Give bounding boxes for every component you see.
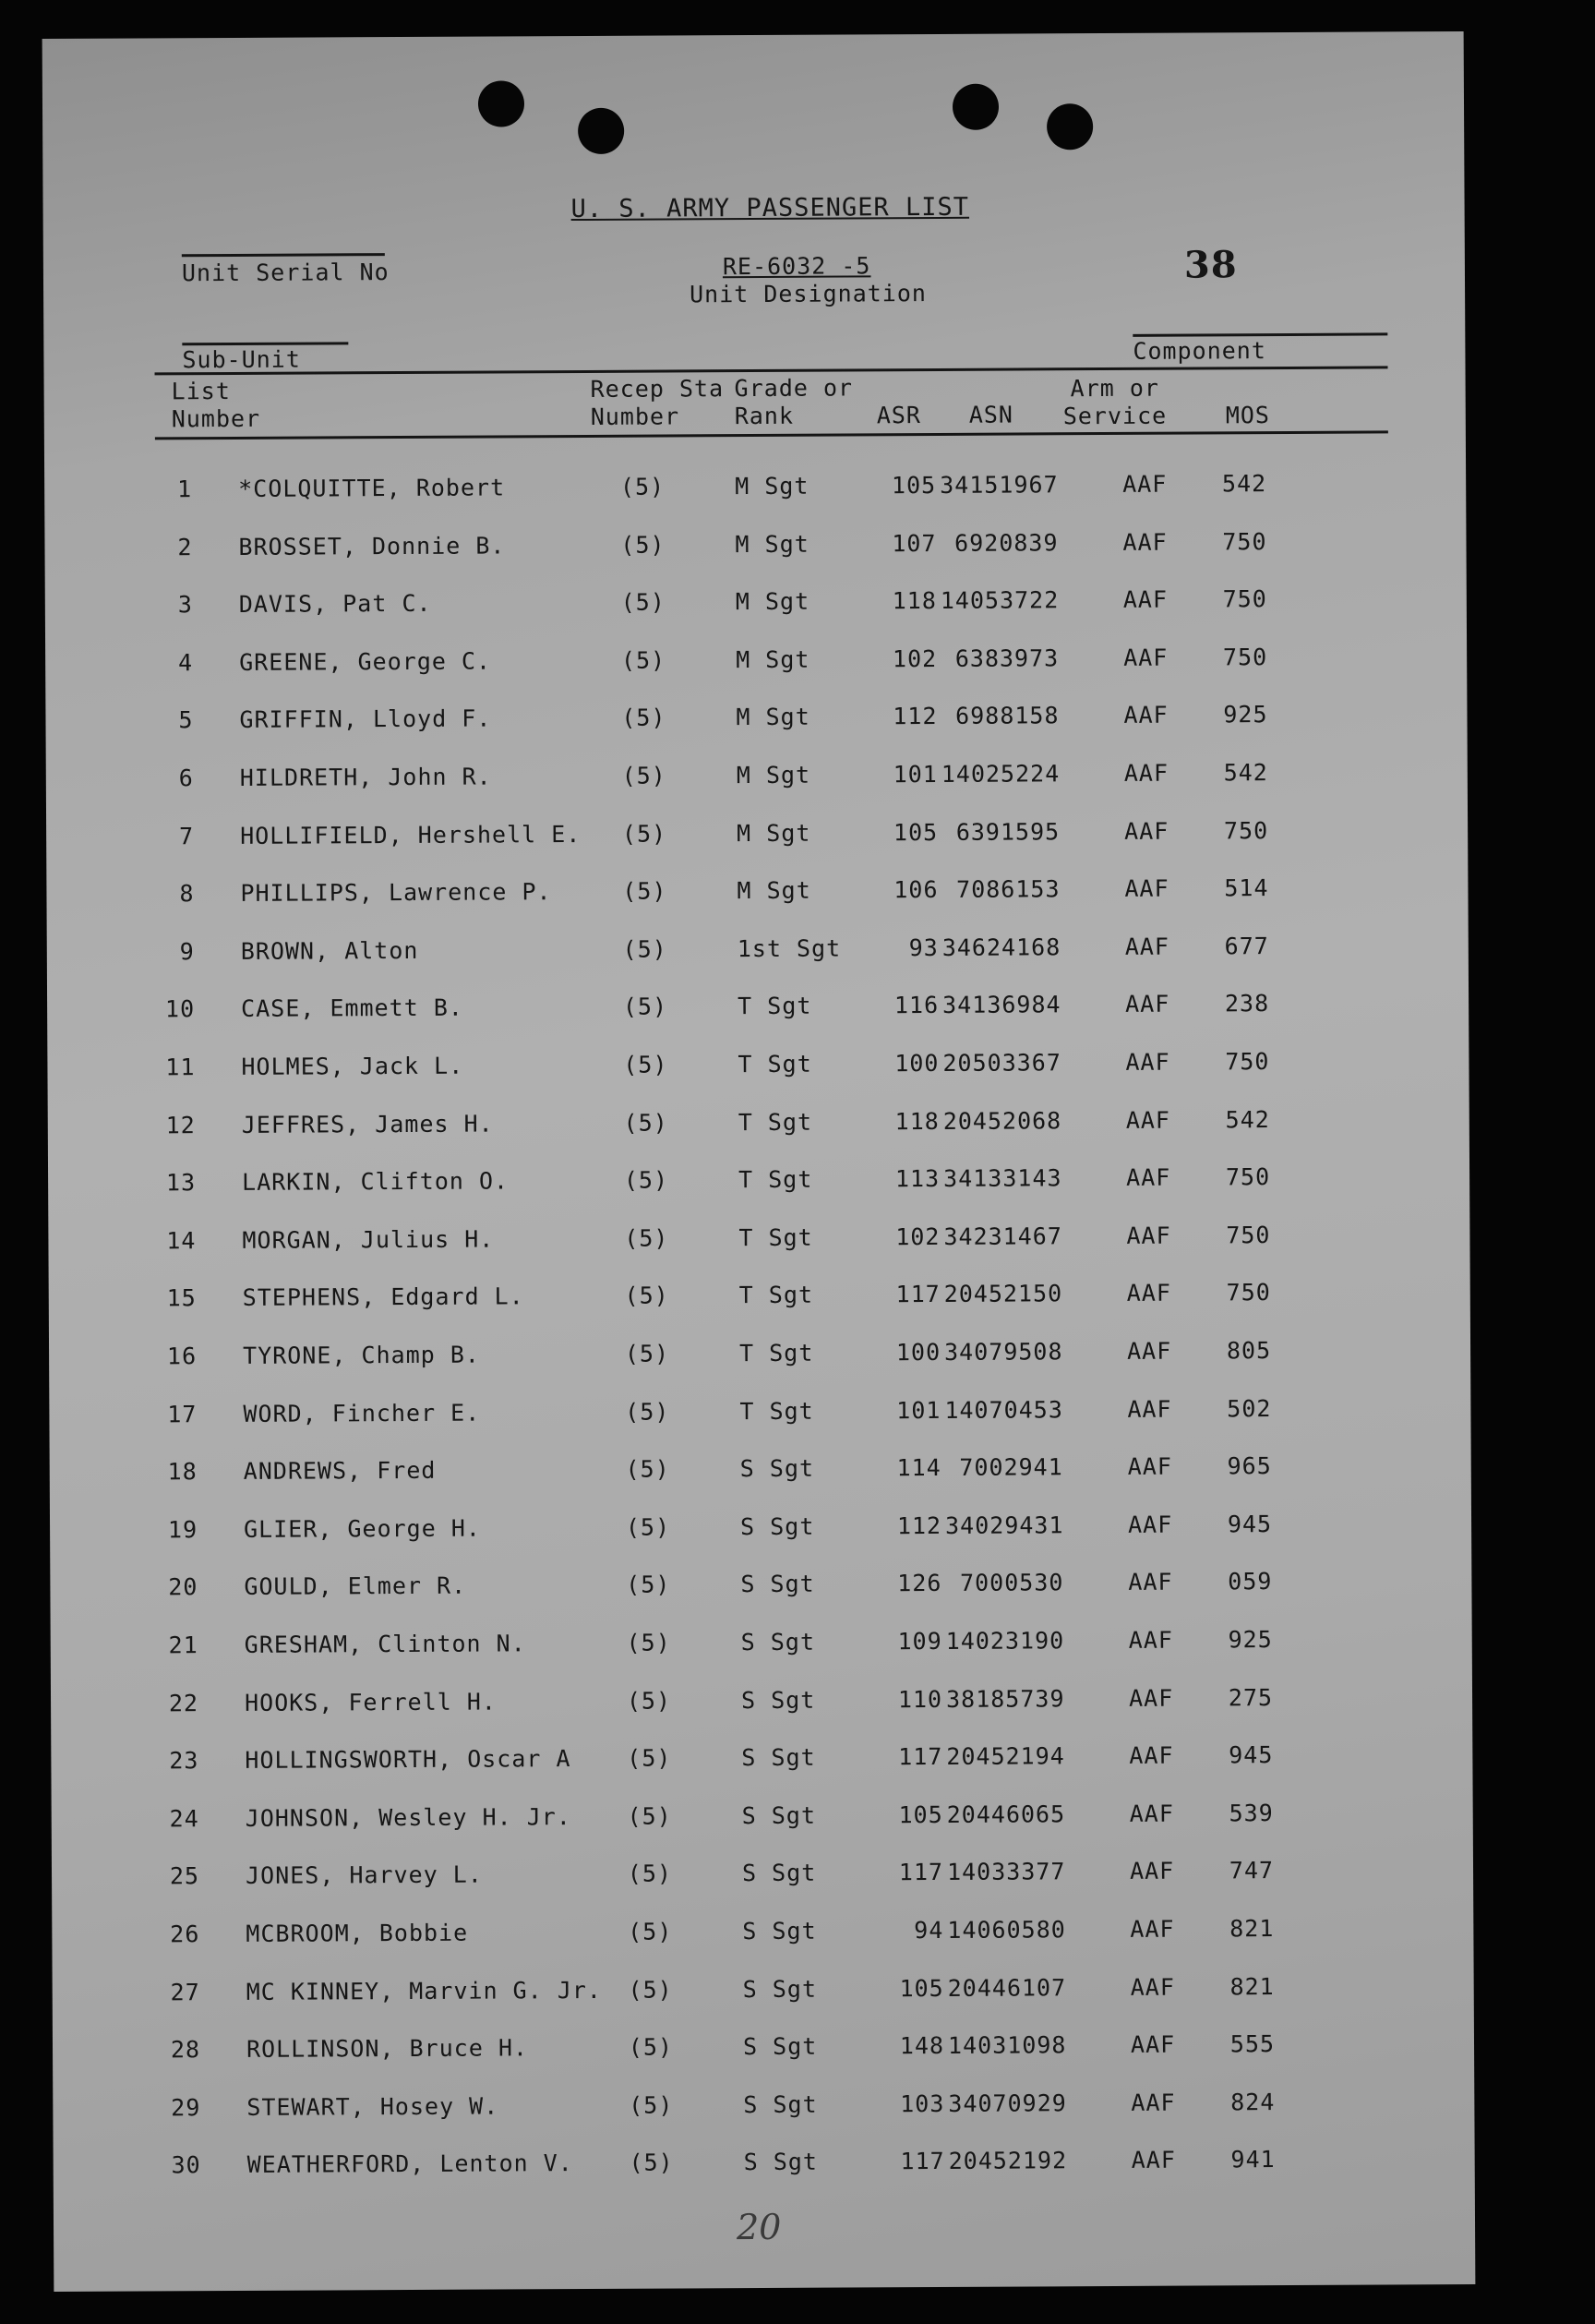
cell-num: 5 bbox=[178, 706, 194, 734]
cell-arm: AAF bbox=[1126, 1163, 1171, 1192]
cell-arm: AAF bbox=[1127, 1337, 1172, 1365]
cell-name: GREENE, George C. bbox=[239, 647, 492, 676]
cell-asr: 100 bbox=[895, 1338, 941, 1367]
cell-recep: (5) bbox=[627, 1744, 672, 1772]
cell-num: 13 bbox=[165, 1169, 197, 1197]
cell-grade: T Sgt bbox=[738, 1050, 812, 1078]
cell-mos: 542 bbox=[1225, 1105, 1270, 1133]
cell-arm: AAF bbox=[1127, 1452, 1172, 1481]
cell-grade: T Sgt bbox=[739, 1397, 814, 1425]
cell-mos: 750 bbox=[1225, 1163, 1271, 1191]
cell-asr: 110 bbox=[897, 1685, 943, 1713]
cell-num: 3 bbox=[177, 591, 193, 619]
cell-name: LARKIN, Clifton O. bbox=[242, 1167, 510, 1197]
cell-asr: 112 bbox=[896, 1511, 942, 1540]
cell-grade: S Sgt bbox=[742, 1917, 817, 1945]
cell-name: HOLMES, Jack L. bbox=[241, 1052, 464, 1080]
cell-num: 1 bbox=[177, 476, 193, 503]
cell-mos: 750 bbox=[1222, 527, 1267, 555]
cell-grade: S Sgt bbox=[740, 1571, 815, 1598]
cell-recep: (5) bbox=[625, 1455, 670, 1483]
cell-mos: 555 bbox=[1229, 2030, 1276, 2058]
cell-arm: AAF bbox=[1123, 644, 1169, 671]
cell-name: GRESHAM, Clinton N. bbox=[244, 1630, 526, 1658]
cell-asn: 34029431 bbox=[944, 1511, 1064, 1539]
cell-mos: 805 bbox=[1226, 1337, 1272, 1365]
col-grade-l2: Rank bbox=[734, 402, 795, 430]
cell-asr: 103 bbox=[900, 2089, 945, 2118]
cell-num: 20 bbox=[168, 1573, 198, 1601]
cell-name: ANDREWS, Fred bbox=[243, 1457, 437, 1486]
cell-grade: M Sgt bbox=[736, 761, 811, 789]
cell-recep: (5) bbox=[625, 1398, 670, 1426]
cell-name: JOHNSON, Wesley H. Jr. bbox=[245, 1802, 571, 1832]
cell-asn: 20452192 bbox=[948, 2147, 1068, 2175]
cell-mos: 941 bbox=[1230, 2146, 1276, 2173]
cell-name: STEPHENS, Edgard L. bbox=[242, 1282, 524, 1312]
cell-arm: AAF bbox=[1128, 1626, 1173, 1654]
cell-asr: 102 bbox=[895, 1222, 941, 1251]
cell-asn: 7002941 bbox=[959, 1453, 1063, 1482]
cell-asr: 105 bbox=[898, 1800, 943, 1829]
cell-name: JEFFRES, James H. bbox=[241, 1110, 494, 1138]
cell-grade: M Sgt bbox=[736, 645, 810, 673]
cell-asr: 94 bbox=[914, 1916, 944, 1945]
cell-num: 15 bbox=[166, 1284, 197, 1312]
cell-asr: 117 bbox=[898, 1743, 943, 1771]
cell-asn: 14033377 bbox=[946, 1858, 1066, 1886]
cell-num: 10 bbox=[164, 995, 196, 1023]
cell-arm: AAF bbox=[1123, 759, 1169, 787]
cell-recep: (5) bbox=[620, 588, 666, 616]
cell-mos: 542 bbox=[1223, 759, 1268, 787]
cell-num: 19 bbox=[167, 1515, 198, 1544]
header-top-rule bbox=[155, 366, 1388, 375]
binder-hole-1 bbox=[478, 80, 524, 126]
cell-arm: AAF bbox=[1127, 1511, 1173, 1538]
cell-grade: S Sgt bbox=[740, 1686, 816, 1714]
cell-mos: 750 bbox=[1226, 1221, 1271, 1249]
cell-mos: 945 bbox=[1227, 1510, 1273, 1538]
cell-asn: 34133143 bbox=[943, 1164, 1062, 1193]
cell-name: GRIFFIN, Lloyd F. bbox=[239, 704, 492, 734]
cell-grade: T Sgt bbox=[738, 1282, 814, 1309]
cell-asr: 107 bbox=[892, 529, 937, 557]
cell-mos: 750 bbox=[1222, 585, 1267, 613]
cell-mos: 824 bbox=[1230, 2088, 1276, 2116]
cell-asn: 6383973 bbox=[954, 644, 1060, 672]
cell-num: 30 bbox=[171, 2151, 201, 2179]
unit-serial-label: Unit Serial No bbox=[181, 259, 390, 287]
cell-asr: 118 bbox=[894, 1107, 940, 1135]
cell-asn: 14031098 bbox=[947, 2031, 1067, 2060]
cell-num: 11 bbox=[165, 1054, 196, 1081]
cell-asr: 114 bbox=[896, 1454, 941, 1482]
cell-recep: (5) bbox=[627, 1860, 673, 1888]
cell-num: 29 bbox=[171, 2093, 201, 2122]
cell-arm: AAF bbox=[1131, 2147, 1176, 2174]
cell-name: WORD, Fincher E. bbox=[243, 1399, 481, 1427]
cell-asn: 14053722 bbox=[940, 586, 1060, 615]
cell-num: 27 bbox=[170, 1978, 200, 2005]
cell-grade: S Sgt bbox=[741, 1860, 817, 1887]
cell-recep: (5) bbox=[626, 1629, 671, 1656]
cell-asr: 117 bbox=[898, 1859, 944, 1886]
cell-asr: 118 bbox=[892, 587, 937, 615]
cell-recep: (5) bbox=[626, 1687, 672, 1715]
cell-recep: (5) bbox=[629, 2091, 674, 2119]
cell-name: BROWN, Alton bbox=[240, 936, 419, 965]
cell-grade: S Sgt bbox=[740, 1628, 816, 1656]
cell-grade: S Sgt bbox=[741, 1801, 817, 1829]
col-list-number-l1: List bbox=[171, 377, 231, 405]
cell-arm: AAF bbox=[1124, 933, 1170, 960]
cell-asr: 101 bbox=[893, 760, 938, 789]
cell-name: HOLLIFIELD, Hershell E. bbox=[240, 820, 582, 849]
col-grade-l1: Grade or bbox=[734, 374, 854, 403]
cell-num: 23 bbox=[169, 1747, 199, 1775]
cell-mos: 750 bbox=[1226, 1279, 1271, 1306]
cell-mos: 750 bbox=[1223, 816, 1269, 844]
cell-arm: AAF bbox=[1127, 1395, 1172, 1423]
cell-recep: (5) bbox=[624, 1224, 669, 1252]
cell-grade: S Sgt bbox=[742, 2032, 818, 2061]
cell-mos: 747 bbox=[1229, 1857, 1275, 1884]
cell-name: HILDRETH, John R. bbox=[239, 763, 492, 791]
cell-name: JONES, Harvey L. bbox=[245, 1860, 483, 1890]
cell-num: 9 bbox=[179, 937, 195, 966]
cell-mos: 502 bbox=[1227, 1394, 1272, 1422]
cell-recep: (5) bbox=[624, 1282, 669, 1310]
cell-asr: 109 bbox=[897, 1627, 942, 1656]
cell-asr: 106 bbox=[893, 876, 939, 904]
cell-name: HOLLINGSWORTH, Oscar A bbox=[245, 1745, 571, 1775]
cell-num: 14 bbox=[166, 1226, 197, 1255]
col-asr: ASR bbox=[876, 402, 922, 429]
cell-grade: T Sgt bbox=[738, 993, 812, 1020]
cell-name: MORGAN, Julius H. bbox=[242, 1225, 495, 1254]
cell-num: 8 bbox=[179, 880, 195, 908]
cell-asr: 93 bbox=[908, 933, 939, 961]
cell-mos: 677 bbox=[1224, 932, 1269, 960]
cell-recep: (5) bbox=[619, 473, 666, 500]
cell-asn: 34231467 bbox=[943, 1222, 1062, 1250]
cell-mos: 275 bbox=[1228, 1683, 1274, 1711]
cell-arm: AAF bbox=[1129, 1800, 1174, 1827]
cell-num: 28 bbox=[170, 2036, 201, 2064]
cell-num: 16 bbox=[166, 1343, 198, 1370]
cell-asn: 34624168 bbox=[941, 933, 1061, 961]
cell-num: 17 bbox=[167, 1400, 198, 1427]
cell-recep: (5) bbox=[628, 1976, 673, 2004]
cell-num: 24 bbox=[169, 1804, 199, 1833]
cell-num: 26 bbox=[170, 1921, 200, 1948]
cell-asn: 7000530 bbox=[959, 1569, 1064, 1597]
cell-arm: AAF bbox=[1126, 1280, 1171, 1307]
cell-name: WEATHERFORD, Lenton V. bbox=[246, 2149, 573, 2179]
cell-mos: 750 bbox=[1222, 643, 1268, 671]
cell-mos: 925 bbox=[1223, 701, 1268, 729]
cell-mos: 059 bbox=[1228, 1568, 1273, 1595]
cell-name: HOOKS, Ferrell H. bbox=[244, 1688, 498, 1716]
cell-mos: 821 bbox=[1229, 1972, 1275, 2000]
cell-grade: M Sgt bbox=[737, 819, 811, 847]
cell-asn: 34151967 bbox=[940, 471, 1059, 499]
cell-asn: 14070453 bbox=[944, 1395, 1063, 1424]
cell-grade: S Sgt bbox=[742, 1975, 818, 2003]
cell-name: ROLLINSON, Bruce H. bbox=[246, 2034, 529, 2064]
cell-asn: 34136984 bbox=[942, 991, 1061, 1019]
cell-grade: T Sgt bbox=[738, 1165, 813, 1194]
cell-grade: M Sgt bbox=[735, 530, 809, 558]
cell-name: TYRONE, Champ B. bbox=[243, 1341, 480, 1369]
cell-arm: AAF bbox=[1130, 1973, 1175, 2001]
cell-asr: 105 bbox=[899, 1974, 944, 2002]
cell-arm: AAF bbox=[1126, 1222, 1171, 1249]
unit-designation-label: Unit Designation bbox=[690, 280, 927, 308]
cell-asr: 100 bbox=[894, 1049, 940, 1078]
cell-num: 4 bbox=[178, 648, 194, 677]
cell-mos: 539 bbox=[1229, 1799, 1274, 1827]
col-list-number-l2: Number bbox=[171, 404, 261, 433]
cell-recep: (5) bbox=[623, 1109, 668, 1137]
cell-asr: 116 bbox=[893, 992, 940, 1019]
cell-asr: 126 bbox=[897, 1570, 942, 1597]
page-number: 38 bbox=[1183, 243, 1238, 287]
cell-arm: AAF bbox=[1128, 1569, 1173, 1596]
cell-num: 7 bbox=[179, 822, 195, 849]
cell-asr: 148 bbox=[899, 2032, 945, 2060]
cell-num: 2 bbox=[177, 533, 193, 560]
cell-recep: (5) bbox=[626, 1571, 671, 1599]
cell-name: MCBROOM, Bobbie bbox=[246, 1919, 469, 1947]
cell-asn: 7086153 bbox=[956, 875, 1061, 904]
cell-grade: 1st Sgt bbox=[737, 934, 842, 962]
cell-asn: 34070929 bbox=[948, 2089, 1067, 2117]
cell-recep: (5) bbox=[620, 531, 666, 559]
cell-asr: 101 bbox=[896, 1396, 941, 1424]
cell-mos: 514 bbox=[1224, 874, 1269, 902]
col-arm-l2: Service bbox=[1062, 402, 1168, 430]
cell-recep: (5) bbox=[622, 993, 668, 1021]
cell-name: CASE, Emmett B. bbox=[241, 994, 463, 1023]
cell-recep: (5) bbox=[621, 820, 667, 848]
cell-grade: S Sgt bbox=[739, 1512, 815, 1540]
cell-grade: M Sgt bbox=[735, 472, 809, 500]
cell-arm: AAF bbox=[1123, 702, 1169, 729]
cell-asr: 113 bbox=[894, 1165, 941, 1193]
unit-code: RE-6032 -5 bbox=[722, 252, 871, 281]
cell-num: 18 bbox=[167, 1458, 198, 1486]
cell-recep: (5) bbox=[628, 1918, 673, 1945]
component-label: Component bbox=[1133, 337, 1266, 365]
cell-asn: 6988158 bbox=[955, 702, 1060, 730]
cell-mos: 965 bbox=[1227, 1452, 1272, 1480]
cell-arm: AAF bbox=[1124, 817, 1169, 845]
cell-asn: 14025224 bbox=[941, 760, 1061, 788]
cell-recep: (5) bbox=[623, 1166, 669, 1194]
cell-recep: (5) bbox=[622, 877, 667, 905]
cell-mos: 750 bbox=[1225, 1048, 1270, 1076]
sub-unit-top-rule bbox=[182, 342, 348, 345]
cell-arm: AAF bbox=[1129, 1858, 1175, 1885]
cell-num: 25 bbox=[169, 1862, 200, 1890]
cell-asn: 6391595 bbox=[955, 817, 1061, 846]
cell-recep: (5) bbox=[625, 1513, 671, 1541]
cell-asn: 20452068 bbox=[942, 1106, 1062, 1135]
unit-serial-rule bbox=[182, 253, 385, 257]
cell-name: STEWART, Hosey W. bbox=[246, 2092, 499, 2121]
cell-recep: (5) bbox=[629, 2149, 674, 2177]
binder-hole-2 bbox=[578, 108, 624, 154]
cell-grade: T Sgt bbox=[738, 1108, 813, 1136]
col-asn: ASN bbox=[968, 401, 1014, 428]
cell-recep: (5) bbox=[621, 762, 666, 789]
cell-arm: AAF bbox=[1125, 991, 1170, 1018]
cell-name: MC KINNEY, Marvin G. Jr. bbox=[246, 1976, 603, 2005]
cell-grade: S Sgt bbox=[741, 1743, 816, 1772]
cell-asn: 34079508 bbox=[944, 1338, 1063, 1366]
cell-grade: M Sgt bbox=[736, 704, 810, 731]
cell-asn: 20446107 bbox=[947, 1973, 1067, 2002]
col-mos: MOS bbox=[1225, 402, 1271, 429]
cell-mos: 821 bbox=[1229, 1915, 1275, 1943]
cell-arm: AAF bbox=[1124, 874, 1169, 903]
cell-asn: 20452150 bbox=[943, 1280, 1063, 1308]
cell-asn: 20446065 bbox=[946, 1800, 1066, 1828]
cell-asr: 112 bbox=[893, 703, 938, 730]
cell-arm: AAF bbox=[1125, 1048, 1170, 1076]
cell-grade: S Sgt bbox=[739, 1454, 815, 1483]
cell-name: GOULD, Elmer R. bbox=[244, 1572, 467, 1601]
cell-num: 22 bbox=[168, 1689, 199, 1716]
cell-asn: 20452194 bbox=[946, 1742, 1065, 1771]
cell-arm: AAF bbox=[1131, 2089, 1176, 2116]
cell-name: PHILLIPS, Lawrence P. bbox=[240, 878, 552, 908]
cell-name: DAVIS, Pat C. bbox=[238, 590, 432, 619]
cell-grade: S Sgt bbox=[743, 2149, 819, 2176]
cell-recep: (5) bbox=[628, 2033, 674, 2061]
cell-mos: 945 bbox=[1229, 1741, 1274, 1769]
cell-grade: M Sgt bbox=[735, 587, 810, 616]
cell-mos: 925 bbox=[1228, 1626, 1273, 1654]
cell-name: GLIER, George H. bbox=[244, 1514, 481, 1543]
col-recep-l2: Number bbox=[590, 403, 680, 430]
cell-arm: AAF bbox=[1122, 528, 1168, 556]
cell-asr: 117 bbox=[895, 1281, 941, 1308]
cell-arm: AAF bbox=[1129, 1741, 1174, 1770]
cell-asr: 102 bbox=[892, 644, 938, 673]
handwritten-note: 20 bbox=[736, 2206, 782, 2248]
header-bottom-rule bbox=[155, 430, 1388, 440]
cell-asn: 20503367 bbox=[942, 1049, 1061, 1077]
cell-arm: AAF bbox=[1125, 1106, 1171, 1134]
cell-recep: (5) bbox=[627, 1802, 672, 1830]
cell-arm: AAF bbox=[1130, 2030, 1176, 2059]
cell-mos: 542 bbox=[1221, 470, 1267, 498]
cell-name: BROSSET, Donnie B. bbox=[238, 532, 506, 560]
cell-recep: (5) bbox=[624, 1340, 670, 1367]
cell-asn: 6920839 bbox=[954, 528, 1059, 557]
cell-num: 6 bbox=[178, 765, 194, 792]
cell-recep: (5) bbox=[622, 935, 667, 963]
cell-grade: S Sgt bbox=[743, 2090, 818, 2118]
cell-asn: 38185739 bbox=[945, 1684, 1065, 1713]
cell-grade: T Sgt bbox=[739, 1339, 814, 1367]
cell-arm: AAF bbox=[1122, 470, 1168, 498]
col-recep-l1: Recep Sta bbox=[590, 375, 725, 403]
cell-num: 21 bbox=[168, 1632, 198, 1659]
cell-recep: (5) bbox=[620, 646, 666, 674]
binder-hole-3 bbox=[953, 84, 999, 130]
cell-recep: (5) bbox=[623, 1051, 668, 1078]
cell-asr: 105 bbox=[893, 818, 939, 846]
cell-arm: AAF bbox=[1122, 585, 1169, 614]
cell-num: 12 bbox=[165, 1111, 196, 1138]
binder-hole-4 bbox=[1047, 103, 1093, 150]
cell-asn: 14023190 bbox=[945, 1627, 1065, 1655]
cell-mos: 238 bbox=[1224, 990, 1270, 1018]
cell-arm: AAF bbox=[1128, 1684, 1174, 1712]
cell-grade: T Sgt bbox=[738, 1223, 813, 1251]
cell-asn: 14060580 bbox=[947, 1916, 1066, 1944]
cell-name: *COLQUITTE, Robert bbox=[238, 474, 506, 502]
col-arm-l1: Arm or bbox=[1070, 374, 1160, 403]
cell-asr: 105 bbox=[891, 471, 937, 500]
cell-grade: M Sgt bbox=[737, 876, 811, 905]
cell-arm: AAF bbox=[1130, 1915, 1175, 1943]
passenger-list-page bbox=[42, 31, 1476, 2292]
cell-asr: 117 bbox=[900, 2148, 945, 2175]
document-title: U. S. ARMY PASSENGER LIST bbox=[570, 192, 970, 224]
cell-recep: (5) bbox=[621, 704, 666, 732]
sub-unit-label: Sub-Unit bbox=[182, 345, 301, 374]
